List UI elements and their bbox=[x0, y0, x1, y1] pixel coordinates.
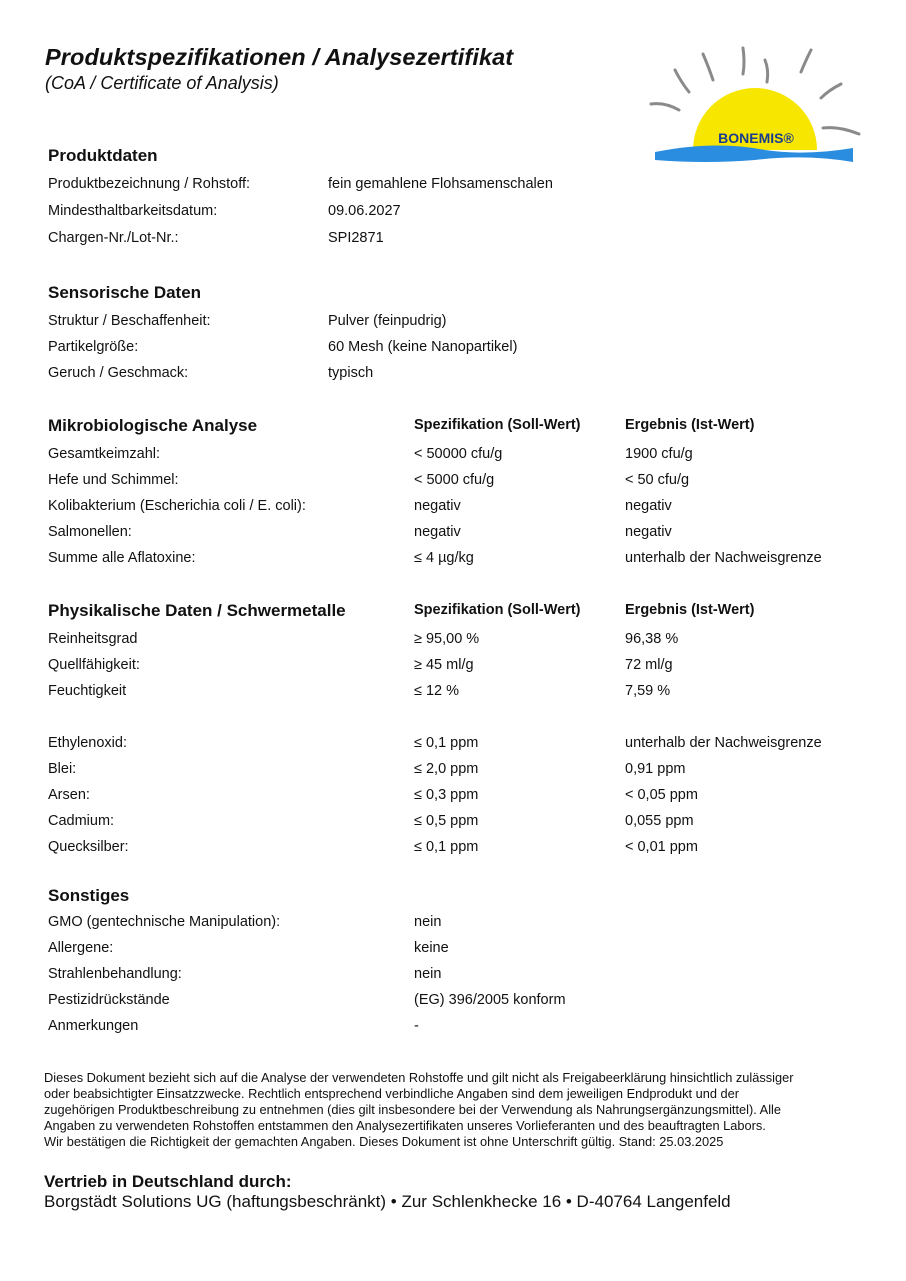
row-label: Salmonellen: bbox=[48, 524, 132, 540]
row-value: SPI2871 bbox=[328, 230, 384, 246]
disclaimer-line: oder beabsichtigter Einsatzzwecke. Rechtlich entsprechend verbindliche Angaben sind dem jeweiligen Endprodukt und der bbox=[44, 1086, 740, 1101]
row-result-value: < 0,01 ppm bbox=[625, 839, 698, 855]
result-column-header: Ergebnis (Ist-Wert) bbox=[625, 417, 755, 433]
row-spec-value: ≤ 0,1 ppm bbox=[414, 839, 479, 855]
table-row bbox=[48, 550, 868, 570]
row-value: - bbox=[414, 1018, 419, 1034]
bonemis-logo bbox=[645, 40, 865, 170]
row-label: GMO (gentechnische Manipulation): bbox=[48, 914, 281, 930]
table-row bbox=[48, 787, 868, 807]
row-label: Quellfähigkeit: bbox=[48, 657, 140, 673]
row-label: Mindesthaltbarkeitsdatum: bbox=[48, 203, 218, 219]
disclaimer-line: zugehörigen Produktbeschreibung zu entnehmen (dies gilt insbesondere bei der Verwendung als Nahrungsergänzungsmittel). Alle bbox=[44, 1102, 781, 1117]
row-spec-value: < 50000 cfu/g bbox=[414, 446, 503, 462]
row-value: Pulver (feinpudrig) bbox=[328, 313, 447, 329]
row-result-value: unterhalb der Nachweisgrenze bbox=[625, 735, 822, 751]
table-row bbox=[48, 365, 868, 385]
distribution-title: Vertrieb in Deutschland durch: bbox=[44, 1172, 292, 1191]
row-spec-value: ≤ 0,3 ppm bbox=[414, 787, 479, 803]
row-label: Feuchtigkeit bbox=[48, 683, 127, 699]
row-label: Quecksilber: bbox=[48, 839, 129, 855]
section-title-sonstiges: Sonstiges bbox=[48, 886, 130, 905]
table-row bbox=[48, 813, 868, 833]
sun-ray bbox=[823, 128, 859, 134]
row-label: Arsen: bbox=[48, 787, 90, 803]
table-row bbox=[48, 230, 868, 250]
row-spec-value: ≤ 12 % bbox=[414, 683, 460, 699]
row-spec-value: ≤ 0,5 ppm bbox=[414, 813, 479, 829]
row-result-value: negativ bbox=[625, 498, 672, 514]
table-row bbox=[48, 683, 868, 703]
sun-ray bbox=[765, 60, 768, 82]
table-row bbox=[48, 446, 868, 466]
row-result-value: negativ bbox=[625, 524, 672, 540]
row-result-value: 0,91 ppm bbox=[625, 761, 686, 777]
row-label: Kolibakterium (Escherichia coli / E. coli): bbox=[48, 498, 306, 514]
row-spec-value: negativ bbox=[414, 524, 461, 540]
row-label: Pestizidrückstände bbox=[48, 992, 170, 1008]
row-result-value: 7,59 % bbox=[625, 683, 671, 699]
table-row bbox=[48, 992, 868, 1012]
result-column-header: Ergebnis (Ist-Wert) bbox=[625, 602, 755, 618]
row-result-value: < 0,05 ppm bbox=[625, 787, 698, 803]
table-row bbox=[48, 631, 868, 651]
row-spec-value: ≤ 0,1 ppm bbox=[414, 735, 479, 751]
disclaimer-line: Angaben zu verwendeten Rohstoffen entstammen den Analysezertifikaten unseres Vorlieferanten und des beauftragten Labors. bbox=[44, 1118, 766, 1133]
sun-ray bbox=[675, 70, 689, 92]
row-spec-value: ≤ 2,0 ppm bbox=[414, 761, 479, 777]
disclaimer-text bbox=[44, 1070, 859, 1150]
sun-ray bbox=[801, 50, 811, 72]
sun-ray bbox=[651, 104, 679, 110]
row-result-value: 96,38 % bbox=[625, 631, 679, 647]
distribution-address: Borgstädt Solutions UG (haftungsbeschränkt) • Zur Schlenkhecke 16 • D-40764 Langenfeld bbox=[44, 1192, 731, 1211]
row-label: Cadmium: bbox=[48, 813, 115, 829]
logo-brand-text: BONEMIS® bbox=[718, 130, 794, 146]
disclaimer-line: Wir bestätigen die Richtigkeit der gemachten Angaben. Dieses Dokument ist ohne Unterschrift gültig. Stand: 25.03.2025 bbox=[44, 1134, 724, 1149]
row-label: Anmerkungen bbox=[48, 1018, 139, 1034]
row-spec-value: < 5000 cfu/g bbox=[414, 472, 495, 488]
row-label: Strahlenbehandlung: bbox=[48, 966, 182, 982]
sun-ray bbox=[821, 84, 841, 98]
row-label: Partikelgröße: bbox=[48, 339, 139, 355]
table-row bbox=[48, 339, 868, 359]
section-title-physikalisch: Physikalische Daten / Schwermetalle bbox=[48, 601, 346, 620]
row-value: 09.06.2027 bbox=[328, 203, 401, 219]
table-row bbox=[48, 524, 868, 544]
table-row bbox=[48, 313, 868, 333]
row-value: nein bbox=[414, 966, 442, 982]
row-label: Produktbezeichnung / Rohstoff: bbox=[48, 176, 251, 192]
section-title-produktdaten: Produktdaten bbox=[48, 146, 158, 165]
row-label: Hefe und Schimmel: bbox=[48, 472, 179, 488]
table-row bbox=[48, 657, 868, 677]
row-label: Reinheitsgrad bbox=[48, 631, 138, 647]
row-value: 60 Mesh (keine Nanopartikel) bbox=[328, 339, 518, 355]
sun-ray bbox=[703, 54, 713, 80]
spec-column-header: Spezifikation (Soll-Wert) bbox=[414, 602, 581, 618]
row-result-value: 1900 cfu/g bbox=[625, 446, 693, 462]
document-subtitle: (CoA / Certificate of Analysis) bbox=[45, 73, 279, 93]
row-value: fein gemahlene Flohsamenschalen bbox=[328, 176, 553, 192]
table-row bbox=[48, 839, 868, 859]
row-spec-value: ≥ 45 ml/g bbox=[414, 657, 474, 673]
table-row bbox=[48, 914, 868, 934]
disclaimer-line: Dieses Dokument bezieht sich auf die Analyse der verwendeten Rohstoffe und gilt nicht als Freigabeerklärung hinsichtlich zulässiger bbox=[44, 1070, 794, 1085]
row-label: Chargen-Nr./Lot-Nr.: bbox=[48, 230, 179, 246]
row-result-value: < 50 cfu/g bbox=[625, 472, 690, 488]
row-label: Geruch / Geschmack: bbox=[48, 365, 189, 381]
table-row bbox=[48, 735, 868, 755]
row-result-value: 0,055 ppm bbox=[625, 813, 694, 829]
row-label: Blei: bbox=[48, 761, 77, 777]
table-row bbox=[48, 1018, 868, 1038]
row-value: typisch bbox=[328, 365, 374, 381]
table-row bbox=[48, 940, 868, 960]
row-result-value: unterhalb der Nachweisgrenze bbox=[625, 550, 822, 566]
spec-column-header: Spezifikation (Soll-Wert) bbox=[414, 417, 581, 433]
row-spec-value: ≥ 95,00 % bbox=[414, 631, 480, 647]
table-row bbox=[48, 203, 868, 223]
table-row bbox=[48, 472, 868, 492]
table-row bbox=[48, 966, 868, 986]
section-title-sensorik: Sensorische Daten bbox=[48, 283, 202, 302]
row-label: Allergene: bbox=[48, 940, 114, 956]
sun-ray bbox=[743, 48, 744, 74]
table-row bbox=[48, 176, 868, 196]
row-value: keine bbox=[414, 940, 449, 956]
row-label: Summe alle Aflatoxine: bbox=[48, 550, 196, 566]
row-value: nein bbox=[414, 914, 442, 930]
section-title-mikrobiologie: Mikrobiologische Analyse bbox=[48, 416, 258, 435]
row-spec-value: ≤ 4 µg/kg bbox=[414, 550, 474, 566]
table-row bbox=[48, 761, 868, 781]
document-title: Produktspezifikationen / Analysezertifikat bbox=[45, 44, 514, 70]
table-row bbox=[48, 498, 868, 518]
row-label: Gesamtkeimzahl: bbox=[48, 446, 161, 462]
row-label: Ethylenoxid: bbox=[48, 735, 127, 751]
row-spec-value: negativ bbox=[414, 498, 461, 514]
row-value: (EG) 396/2005 konform bbox=[414, 992, 566, 1008]
row-label: Struktur / Beschaffenheit: bbox=[48, 313, 211, 329]
row-result-value: 72 ml/g bbox=[625, 657, 673, 673]
